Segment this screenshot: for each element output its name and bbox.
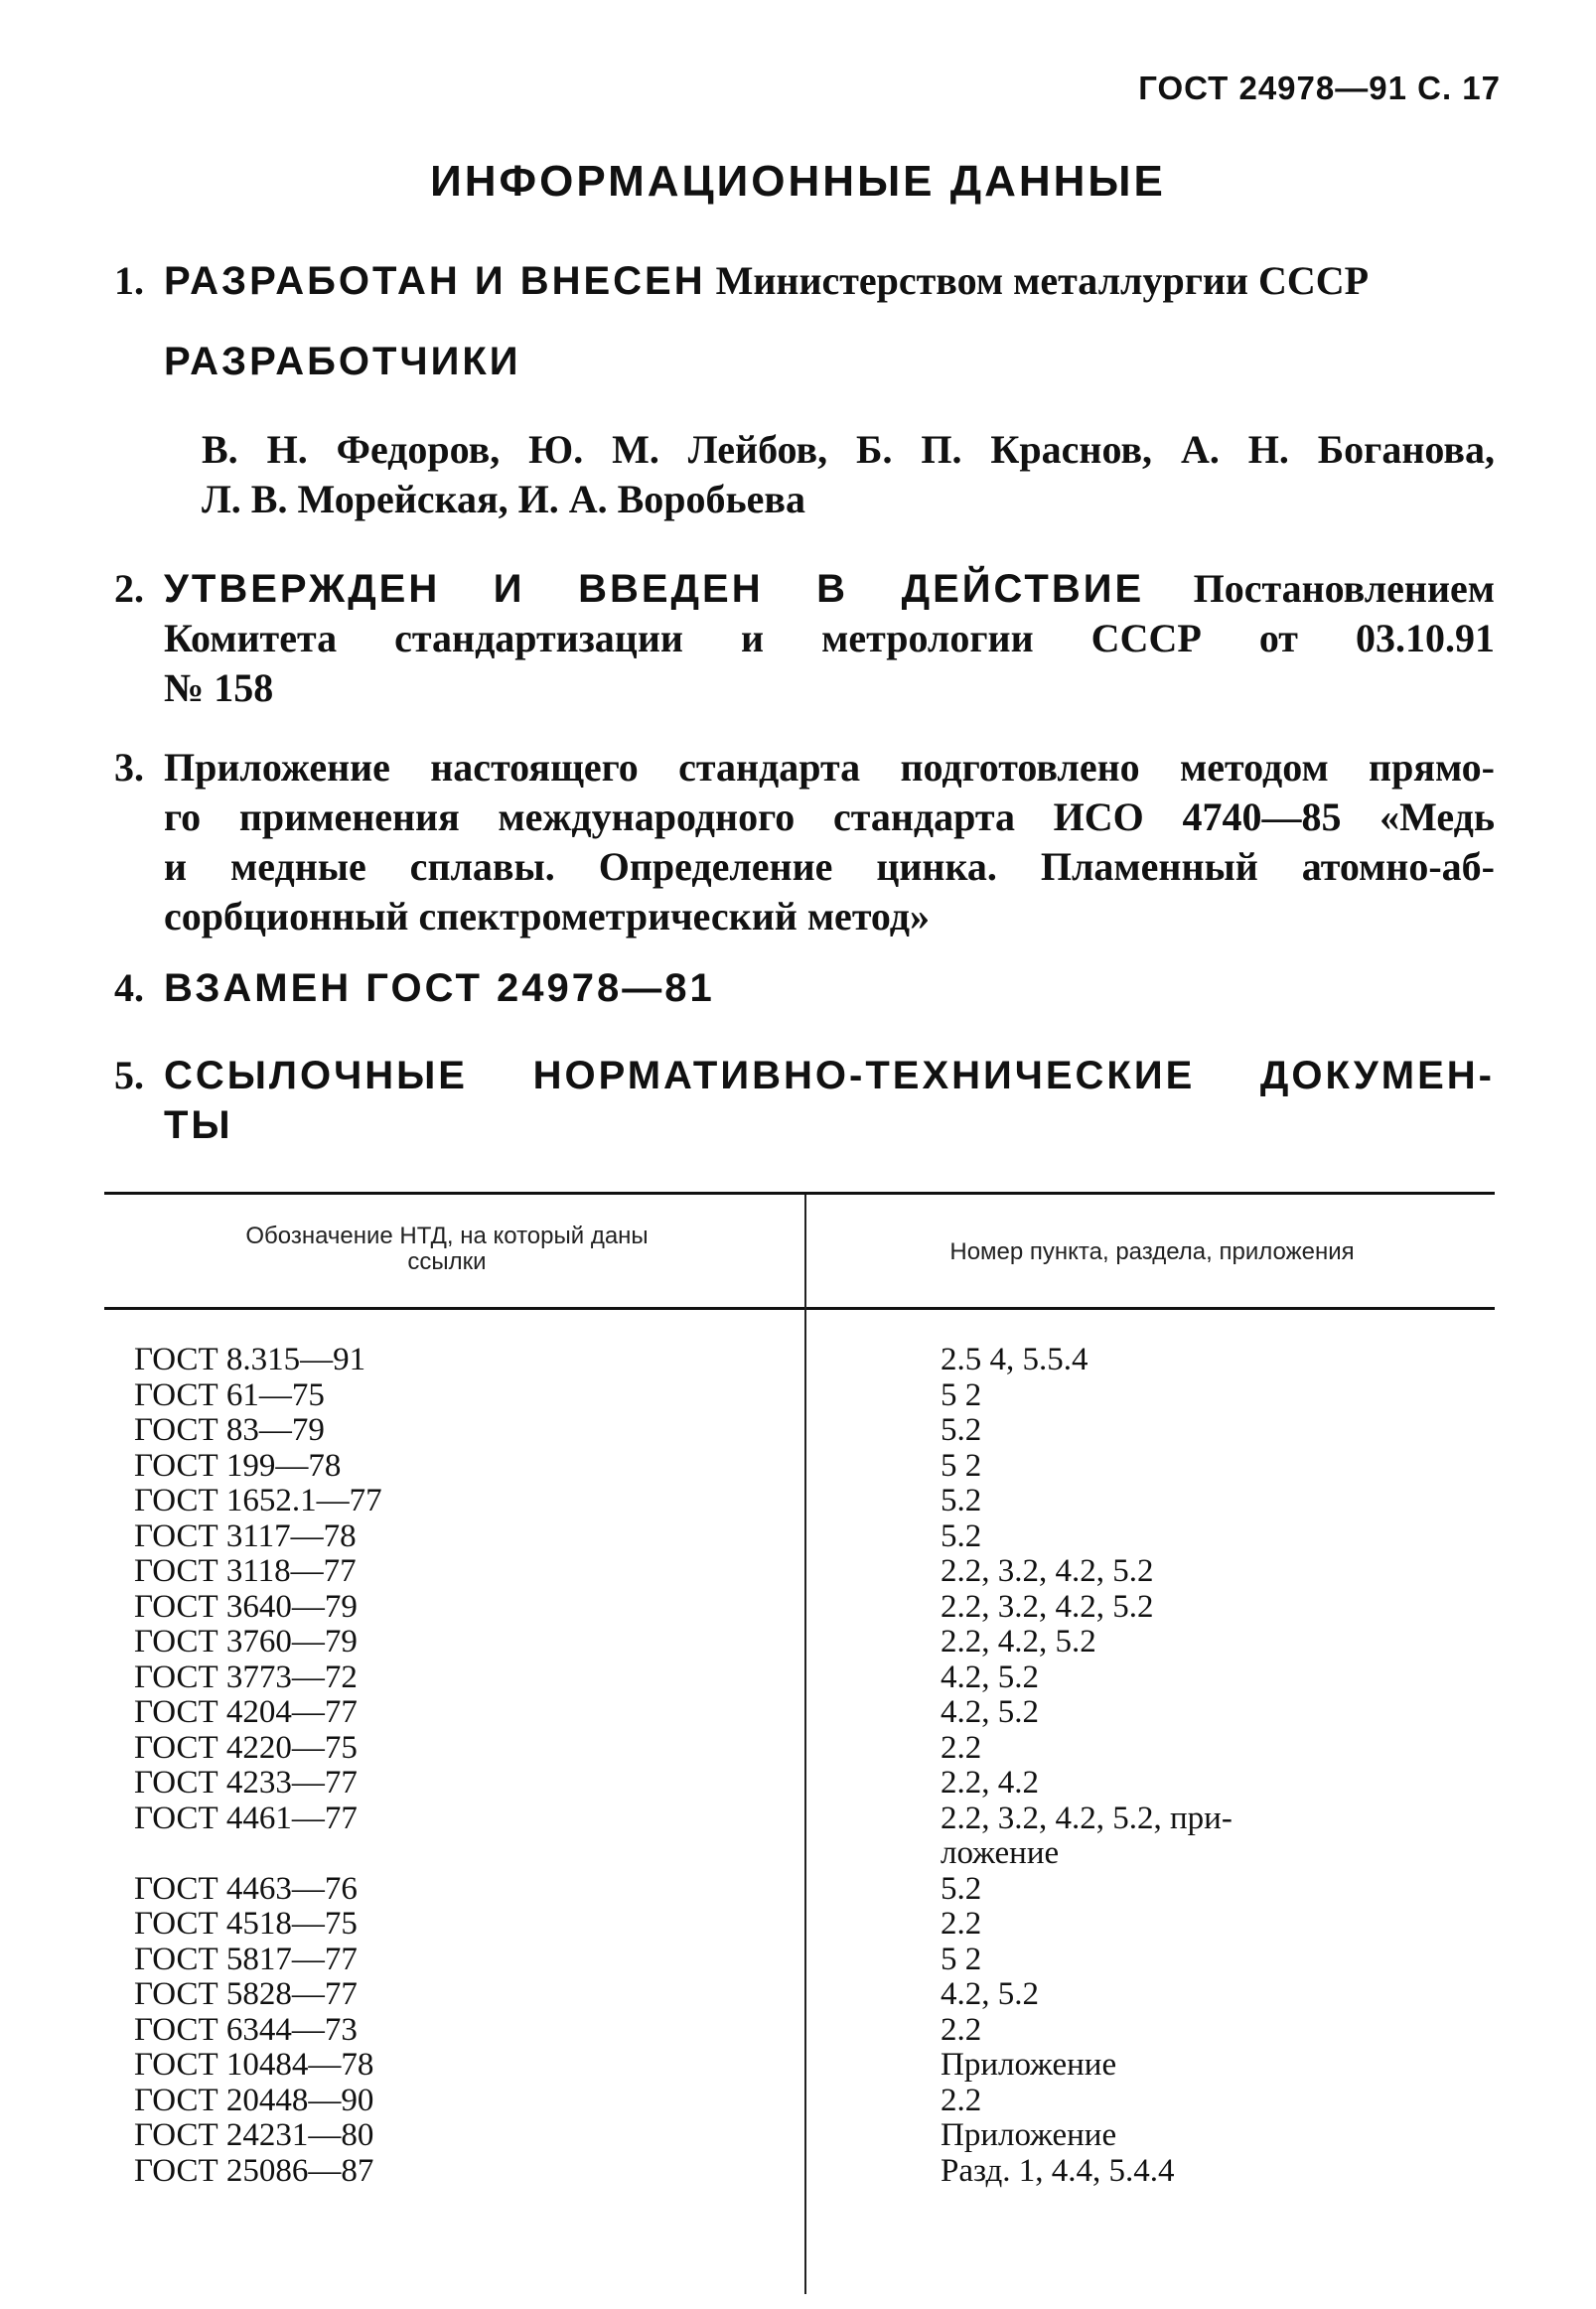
table-row-designation: ГОСТ 4518—75	[134, 1906, 358, 1942]
section-1-number: 1.	[114, 258, 144, 303]
table-row-designation: ГОСТ 4220—75	[134, 1729, 358, 1766]
table-row-reference: Разд. 1, 4.4, 5.4.4	[941, 2152, 1175, 2189]
section-5-number: 5.	[114, 1053, 144, 1097]
table-row-designation: ГОСТ 20448—90	[134, 2082, 374, 2118]
document-title: ИНФОРМАЦИОННЫЕ ДАННЫЕ	[430, 157, 1166, 206]
section-5-line: ТЫ	[164, 1103, 233, 1147]
table-designation-column	[134, 1343, 382, 2189]
table-row-designation: ГОСТ 4463—76	[134, 1870, 358, 1907]
table-row-reference: 2.5 4, 5.5.4	[941, 1342, 1088, 1377]
table-row-reference: 2.2, 3.2, 4.2, 5.2	[941, 1588, 1154, 1625]
section-3	[114, 743, 1495, 941]
table-reference-column	[941, 1343, 1233, 2189]
table-header-designation	[149, 1224, 745, 1275]
table-row-reference-continued: ложение	[941, 1835, 1060, 1871]
section-3-line: го применения международного стандарта ИСО 4740—85 «Медь	[164, 794, 1495, 839]
section-4-number: 4.	[114, 965, 144, 1010]
table-row-designation: ГОСТ 25086—87	[134, 2152, 374, 2189]
table-row-reference: Приложение	[941, 2047, 1117, 2083]
developers-list	[202, 425, 1495, 524]
table-row-reference: Приложение	[941, 2117, 1117, 2153]
table-row-reference: 2.2	[941, 2011, 982, 2048]
table-row-reference: 2.2	[941, 1729, 982, 1766]
table-row-designation: ГОСТ 3760—79	[134, 1624, 358, 1660]
section-1-lead: РАЗРАБОТАН И ВНЕСЕН	[164, 259, 706, 303]
table-header-line: Обозначение НТД, на который даны	[245, 1223, 649, 1249]
table-row-spacer	[134, 1836, 382, 1872]
section-5-text: ССЫЛОЧНЫЕ НОРМАТИВНО-ТЕХНИЧЕСКИЕ ДОКУМЕН-	[164, 1054, 1495, 1097]
table-row-reference: 4.2, 5.2	[941, 1976, 1039, 2012]
section-1	[114, 256, 1495, 306]
table-row-designation: ГОСТ 4204—77	[134, 1694, 358, 1730]
table-row-designation: ГОСТ 10484—78	[134, 2047, 374, 2083]
table-row-designation: ГОСТ 4233—77	[134, 1765, 358, 1801]
section-3-text: Приложение настоящего стандарта подготовлено методом прямо-	[164, 745, 1495, 790]
section-2-line	[114, 564, 1495, 614]
section-2-text: Постановлением	[1193, 566, 1496, 611]
table-row-designation: ГОСТ 1652.1—77	[134, 1483, 382, 1518]
table-row-reference: 2.2, 4.2	[941, 1765, 1039, 1801]
section-5	[114, 1051, 1495, 1150]
table-row-reference: 2.2	[941, 2082, 982, 2118]
table-row-reference: 4.2, 5.2	[941, 1659, 1039, 1695]
page-header: ГОСТ 24978—91 С. 17	[1138, 70, 1501, 106]
table-row-designation: ГОСТ 61—75	[134, 1376, 325, 1413]
section-2-number: 2.	[114, 566, 144, 611]
table-row-reference: 5.2	[941, 1517, 982, 1554]
table-column-divider	[804, 1195, 806, 2294]
table-row-reference: 2.2, 4.2, 5.2	[941, 1624, 1096, 1660]
table-row-designation: ГОСТ 83—79	[134, 1412, 325, 1448]
developers-line: В. Н. Федоров, Ю. М. Лейбов, Б. П. Краснов, А. Н. Боганова,	[202, 427, 1495, 472]
table-row-reference: 5 2	[941, 1941, 982, 1977]
table-row-designation: ГОСТ 8.315—91	[134, 1342, 366, 1377]
table-row-reference: 2.2, 3.2, 4.2, 5.2, при-	[941, 1800, 1233, 1836]
table-row-reference: 5.2	[941, 1412, 982, 1448]
table-row-reference: 5 2	[941, 1447, 982, 1484]
table-row-designation: ГОСТ 4461—77	[134, 1800, 358, 1836]
section-3-line: и медные сплавы. Определение цинка. Пламенный атомно-аб-	[164, 844, 1495, 889]
table-row-designation: ГОСТ 199—78	[134, 1447, 342, 1484]
table-row-designation: ГОСТ 24231—80	[134, 2117, 374, 2153]
table-row-designation: ГОСТ 3640—79	[134, 1588, 358, 1625]
section-2	[114, 564, 1495, 713]
table-row-designation: ГОСТ 6344—73	[134, 2011, 358, 2048]
table-header-reference: Номер пункта, раздела, приложения	[949, 1238, 1355, 1265]
table-row-designation: ГОСТ 3118—77	[134, 1553, 357, 1589]
section-2-line: Комитета стандартизации и метрологии СССР от 03.10.91	[164, 616, 1495, 660]
section-4-text: ВЗАМЕН ГОСТ 24978—81	[164, 966, 715, 1010]
section-3-line: сорбционный спектрометрический метод»	[164, 894, 931, 938]
table-header-line: ссылки	[407, 1248, 487, 1275]
developers-line: Л. В. Морейская, И. А. Воробьева	[202, 477, 806, 521]
table-row-reference: 5 2	[941, 1376, 982, 1413]
table-row-reference: 5.2	[941, 1483, 982, 1518]
section-2-line: № 158	[164, 665, 274, 710]
section-2-lead: УТВЕРЖДЕН И ВВЕДЕН В ДЕЙСТВИЕ	[164, 567, 1145, 611]
table-row-designation: ГОСТ 3773—72	[134, 1659, 358, 1695]
table-row-designation: ГОСТ 5828—77	[134, 1976, 358, 2012]
table-row-designation: ГОСТ 5817—77	[134, 1941, 358, 1977]
section-3-number: 3.	[114, 745, 144, 790]
table-row-reference: 2.2, 3.2, 4.2, 5.2	[941, 1553, 1154, 1589]
section-1-text: Министерством металлургии СССР	[715, 258, 1370, 303]
table-row-reference: 2.2	[941, 1906, 982, 1942]
table-row-reference: 5.2	[941, 1870, 982, 1907]
section-5-line	[114, 1051, 1495, 1100]
table-row-reference: 4.2, 5.2	[941, 1694, 1039, 1730]
table-top-rule	[104, 1192, 1495, 1195]
table-row-designation: ГОСТ 3117—78	[134, 1517, 357, 1554]
developers-heading: РАЗРАБОТЧИКИ	[164, 340, 521, 383]
table-header-rule	[104, 1307, 1495, 1310]
section-3-line	[114, 743, 1495, 793]
section-4	[114, 963, 1495, 1013]
